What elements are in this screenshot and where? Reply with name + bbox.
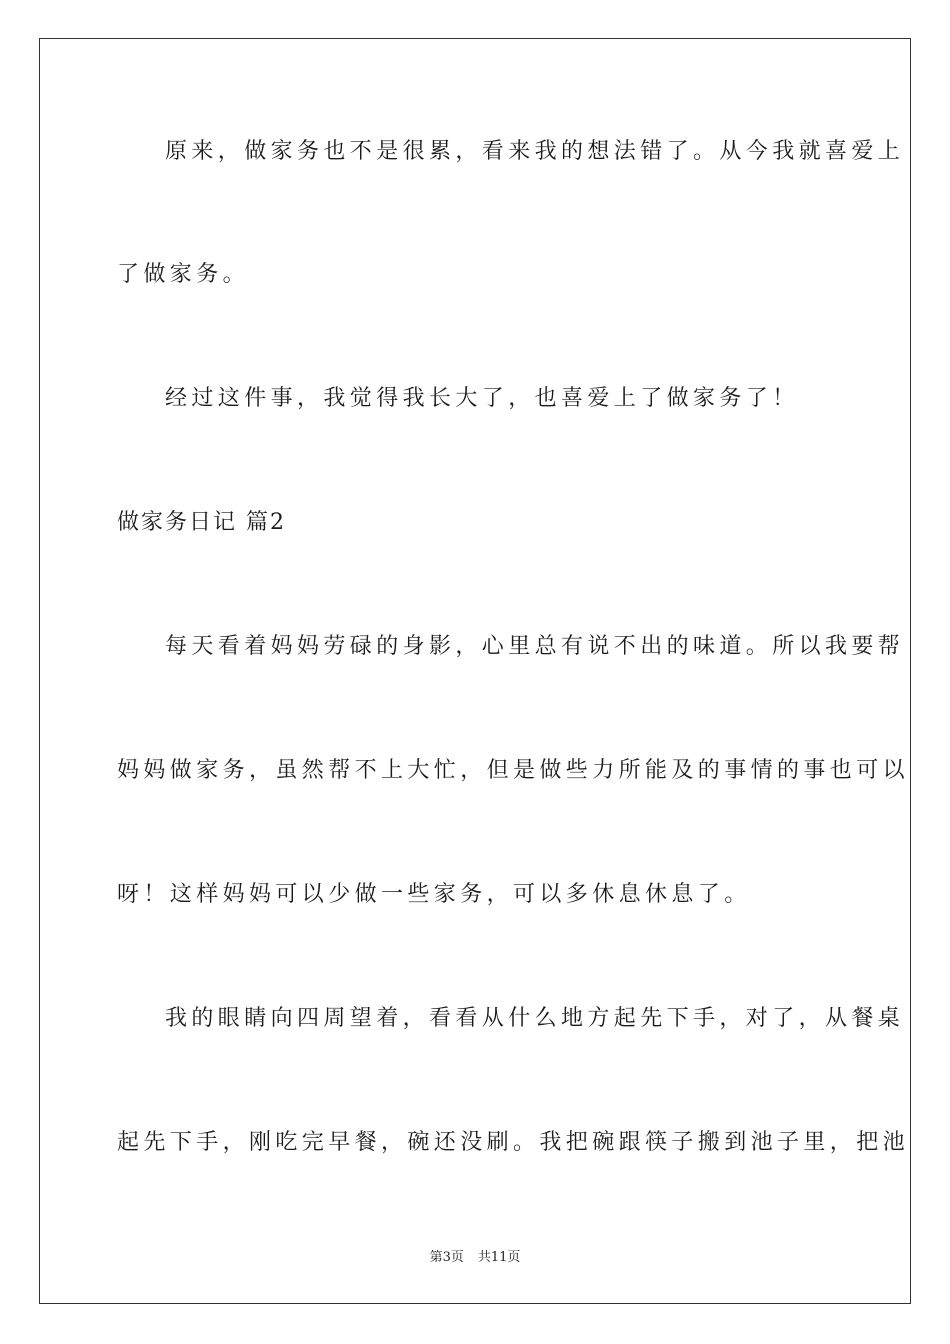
paragraph-line: 妈妈做家务，虽然帮不上大忙，但是做些力所能及的事情的事也可以 [117,758,910,783]
section-heading: 做家务日记 篇2 [117,510,286,535]
paragraph-line: 我的眼睛向四周望着，看看从什么地方起先下手，对了，从餐桌 [165,1006,905,1031]
paragraph-line: 每天看着妈妈劳碌的身影，心里总有说不出的味道。所以我要帮 [165,634,905,659]
paragraph-line: 呀！这样妈妈可以少做一些家务，可以多休息休息了。 [117,882,751,907]
paragraph-line: 原来，做家务也不是很累，看来我的想法错了。从今我就喜爱上 [165,139,905,164]
paragraph-line: 了做家务。 [117,262,250,287]
page-number: 第3页 [429,1250,464,1265]
paragraph-line: 经过这件事，我觉得我长大了，也喜爱上了做家务了！ [165,386,799,411]
page-footer [0,1246,950,1265]
page-border [39,38,911,1304]
total-pages: 共11页 [477,1250,521,1265]
paragraph-line: 起先下手，刚吃完早餐，碗还没刷。我把碗跟筷子搬到池子里，把池 [117,1130,910,1155]
